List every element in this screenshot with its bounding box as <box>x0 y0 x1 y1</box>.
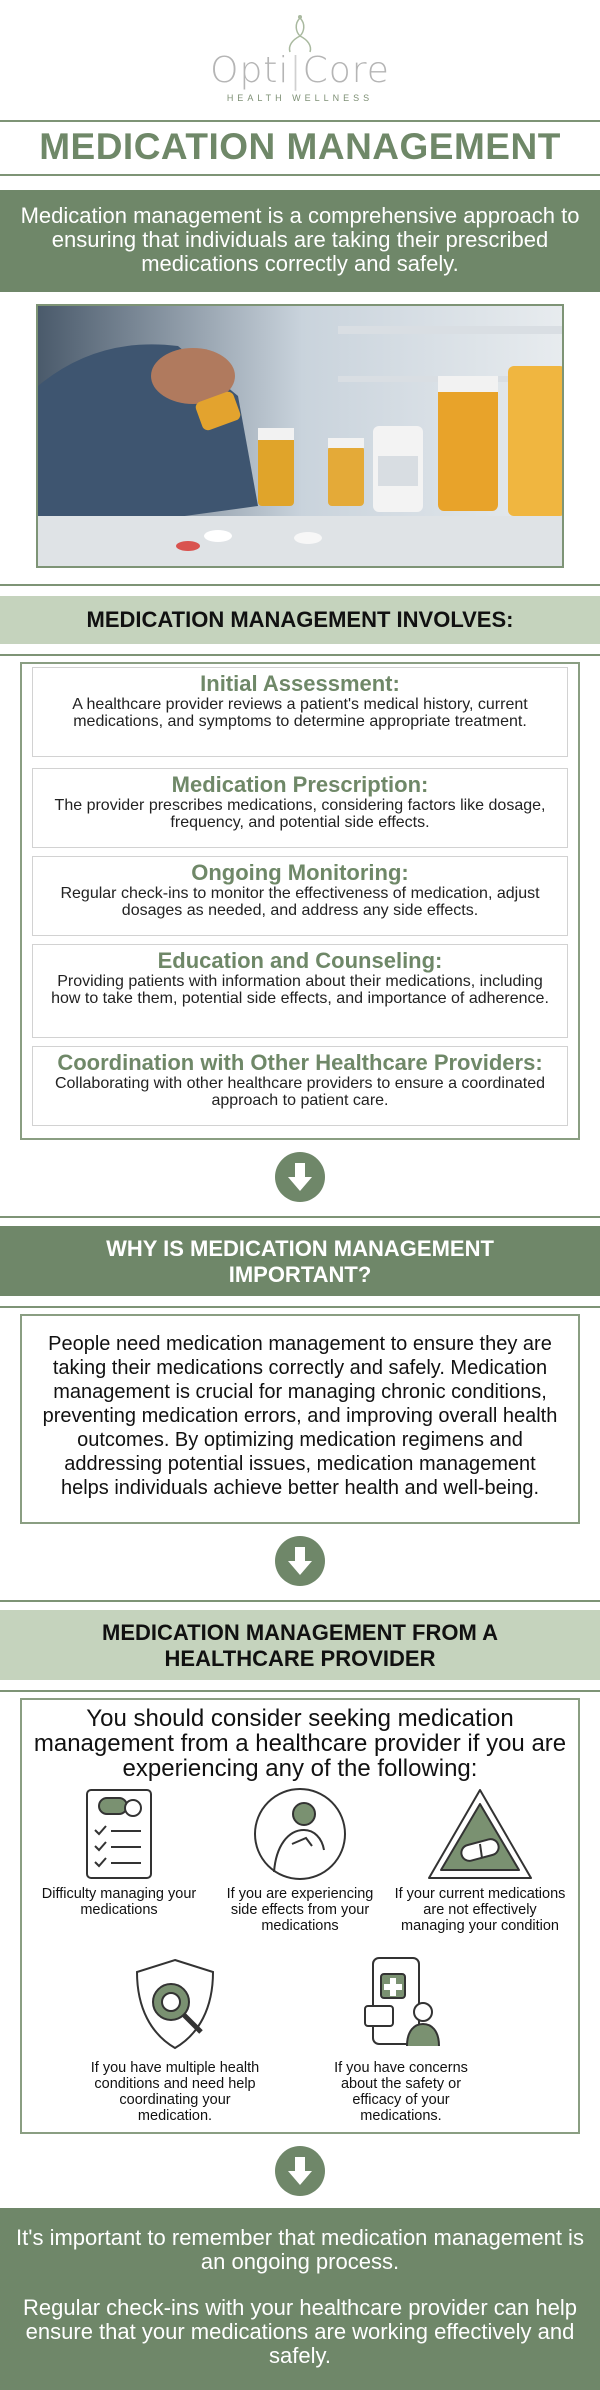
symptom-text: Difficulty managing your medications <box>41 1886 197 1918</box>
divider <box>0 1600 600 1602</box>
divider <box>0 654 600 656</box>
why-paragraph: People need medication management to ensure they are taking their medications correctly and safely. Medication management is crucial for managing chronic conditions, preventing medication errors, and improving overall health outcomes. By optimizing medication regimens and addressing potential issues, medication management helps individuals achieve better health and well-being. <box>20 1314 580 1524</box>
closing-line-1: It's important to remember that medication management is an ongoing process. <box>16 2225 584 2274</box>
item-title: Education and Counseling: <box>157 948 443 973</box>
list-item <box>32 1046 568 1126</box>
item-text: Collaborating with other healthcare providers to ensure a coordinated approach to patient care. <box>54 1075 546 1109</box>
symptom-text: If you have concerns about the safety or efficacy of your medications. <box>334 2060 468 2124</box>
divider <box>0 1690 600 1692</box>
provider-heading: MEDICATION MANAGEMENT FROM A HEALTHCARE PROVIDER <box>0 1610 600 1680</box>
symptom-text: If you are experiencing side effects from your medications <box>226 1886 374 1934</box>
item-text: Regular check-ins to monitor the effectiveness of medication, adjust dosages as needed, and address any side effects. <box>60 885 540 919</box>
divider <box>0 1306 600 1308</box>
down-arrow-icon <box>275 2146 325 2196</box>
pill-warning-icon <box>425 1786 535 1882</box>
closing-line-2: Regular check-ins with your healthcare provider can help ensure that your medications are working effectively and safely. <box>23 2295 577 2368</box>
virus-magnifier-shield-icon <box>125 1956 225 2052</box>
down-arrow-icon <box>275 1152 325 1202</box>
phone-doctor-icon <box>361 1956 441 2052</box>
list-item <box>32 944 568 1038</box>
brand-tagline: HEALTH WELLNESS <box>226 93 374 103</box>
page-title: MEDICATION MANAGEMENT <box>39 126 561 167</box>
symptom-item <box>316 1956 486 2124</box>
divider <box>0 120 600 122</box>
divider <box>0 584 600 586</box>
person-coughing-icon <box>252 1786 348 1882</box>
item-title: Ongoing Monitoring: <box>191 860 409 885</box>
why-heading: WHY IS MEDICATION MANAGEMENT IMPORTANT? <box>0 1226 600 1296</box>
checklist-pills-icon <box>79 1786 159 1882</box>
symptom-item <box>30 1786 208 1918</box>
item-title: Initial Assessment: <box>200 671 400 696</box>
item-title: Coordination with Other Healthcare Providers: <box>57 1050 543 1075</box>
closing-banner <box>0 2208 600 2390</box>
divider <box>0 174 600 176</box>
leaf-figure-icon <box>278 14 322 54</box>
item-text: A healthcare provider reviews a patient's medical history, current medications, and symptoms to determine appropriate treatment. <box>72 696 528 730</box>
intro-banner: Medication management is a comprehensive approach to ensuring that individuals are taking their prescribed medications correctly and safely. <box>0 190 600 292</box>
symptom-text: If your current medications are not effectively managing your condition <box>394 1886 566 1934</box>
provider-intro: You should consider seeking medication management from a healthcare provider if you are experiencing any of the following: <box>33 1705 567 1782</box>
list-item <box>32 856 568 936</box>
item-text: The provider prescribes medications, considering factors like dosage, frequency, and potential side effects. <box>54 797 546 831</box>
symptom-item <box>90 1956 260 2124</box>
brand-name: Opti|Core <box>210 50 390 91</box>
item-text: Providing patients with information about their medications, including how to take them, potential side effects, and importance of adherence. <box>51 973 549 1007</box>
involves-heading: MEDICATION MANAGEMENT INVOLVES: <box>0 596 600 644</box>
symptom-text: If you have multiple health conditions and need help coordinating your medication. <box>90 2060 260 2124</box>
pharmacist-photo <box>36 304 564 568</box>
down-arrow-icon <box>275 1536 325 1586</box>
brand-logo <box>0 0 600 118</box>
symptom-item <box>390 1786 570 1934</box>
symptom-item <box>215 1786 385 1934</box>
item-title: Medication Prescription: <box>171 772 429 797</box>
list-item <box>32 667 568 757</box>
divider <box>0 1216 600 1218</box>
list-item <box>32 768 568 848</box>
